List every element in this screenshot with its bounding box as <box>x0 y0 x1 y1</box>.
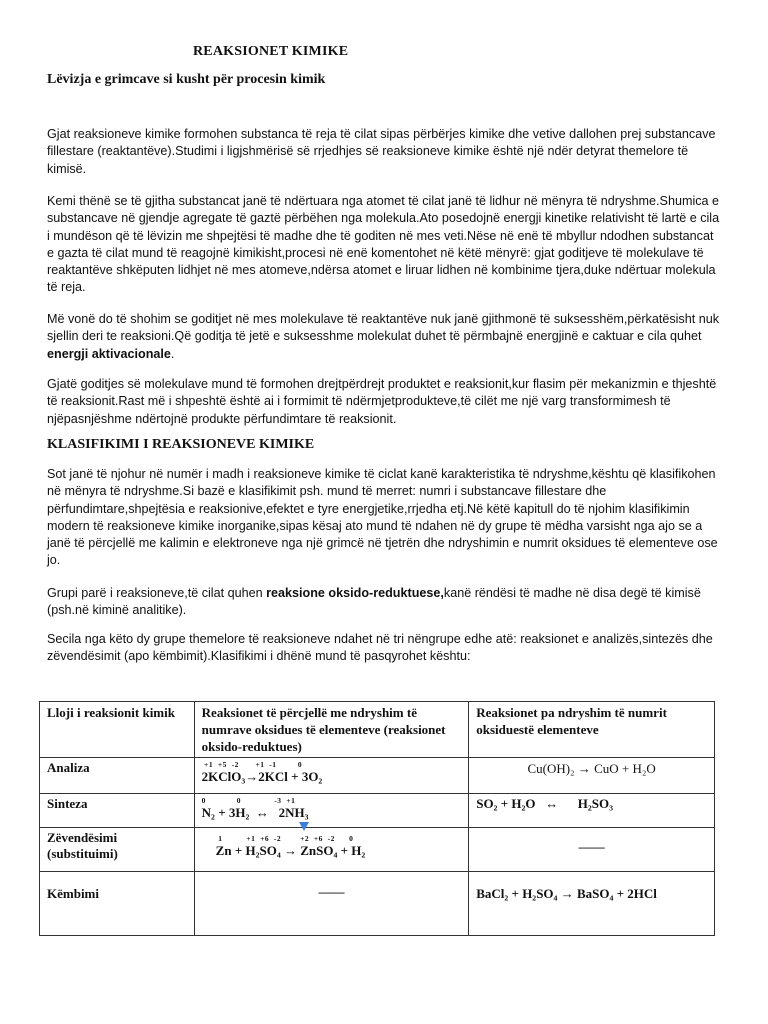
paragraph-classification: Sot janë të njohur në numër i madh i reaksioneve kimike të ciclat kanë karakteristika të ndryshme,kështu që klasifikohen në mënyra të ndryshme.Si bazë e klasifikimit psh. mund të merret: numri i substancave fillestare dhe përfundimtare,shpejtësia e reaksionive,efektet e tyre energjetike,rrjedha etj.Në këtë kapitull do të njohim klasifikimin modern të reaksioneve kimike inorganike,sipas kësaj ato mund të ndahen në dy grupe të mëdha varsisht nga ajo se a janë të përcjellë me kalimin e elektroneve nga një grimcë në tjetrën dhe ndryshimin e numrit oksidues të elementeve ose jo. <box>47 467 718 568</box>
table-row <box>40 758 715 794</box>
table-header-row <box>40 702 715 758</box>
document-title: REAKSIONET KIMIKE <box>193 44 349 59</box>
activation-energy-term: energji aktivacionale <box>47 346 171 361</box>
header-reaction-type: Lloji i reaksionit kimik <box>40 702 195 758</box>
text-cursor-marker-icon <box>299 822 309 831</box>
cell-nonredox-analysis <box>469 758 715 794</box>
paragraph-subgroups: Secila nga këto dy grupe themelore të reaksioneve ndahet në tri nëngrupe edhe atë: reaksionet e analizës,sintezës dhe zëvendësimit (apo këmbimit).Klasifikimi i dhënë mund të pasqyrohet kështu: <box>47 632 713 664</box>
empty-dash: —— <box>578 839 605 854</box>
row-label-substitution: Zëvendësimi (substituimi) <box>40 828 195 872</box>
row-label-synthesis: Sinteza <box>40 794 195 828</box>
paragraph-redox-start: Grupi parë i reaksioneve,të cilat quhen <box>47 586 267 600</box>
paragraph-activation <box>47 311 723 363</box>
cell-redox-analysis <box>194 758 469 794</box>
cell-nonredox-substitution <box>469 828 715 872</box>
table-row <box>40 872 715 936</box>
paragraph-intro: Gjat reaksioneve kimike formohen substanca të reja të cilat sipas përbërjes kimike dhe vetive dallohen prej substancave fillestare (reaktantëve).Studimi i ligjshmërisë së rrjedhjes së reaksioneve kimike është një ndër detyrat themelore të kimisë. <box>47 127 716 176</box>
header-redox: Reaksionet të përcjellë me ndryshim të numrave oksidues të elementeve (reaksionet oksido-reduktues) <box>194 702 469 758</box>
oxidation-numbers: 0 0 -3 +1 <box>201 796 296 805</box>
row-label-exchange <box>40 872 195 936</box>
paragraph-activation-end: . <box>170 346 175 361</box>
table-row <box>40 794 715 828</box>
row-label-exchange-text: Këmbimi <box>47 886 99 901</box>
equation: 2KClO₃→2KCl + 3O₂ <box>201 769 323 784</box>
cell-nonredox-synthesis <box>469 794 715 828</box>
header-nonredox: Reaksionet pa ndryshim të numrit oksiduestë elementeve <box>469 702 715 758</box>
table-row <box>40 828 715 872</box>
row-label-analysis: Analiza <box>40 758 195 794</box>
cell-nonredox-exchange <box>469 872 715 936</box>
empty-dash: —— <box>318 884 345 899</box>
cell-redox-synthesis <box>194 794 469 828</box>
paragraph-molecules: Kemi thënë se të gjitha substancat janë të ndërtuara nga atomet të cilat janë të lidhur në mënyra të ndryshme.Shumica e substancave në gjendje agregate të gaztë përbëhen nga molekula.Ato posedojnë energji kinetike relativisht të lartë e cila i mundëson që të lëvizin me shpejtësi të madhe dhe të goditen në mes veti.Nëse në enë të mbyllur ndodhen substancat e gazta të cilat mund të reagojnë kimikisht,procesi në enë komentohet në këtë mënyrë: gjat goditjeve të molekulave të reaktantëve shkëputen lidhjet në mes atomeve,ndërsa atomet e liruar lidhen në kombinime tjera,duke ndërtuar molekula të reja. <box>47 194 720 295</box>
cell-redox-exchange <box>194 872 469 936</box>
reaction-classification-table <box>39 701 715 936</box>
section-heading-classification: KLASIFIKIMI I REAKSIONEVE KIMIKE <box>47 437 315 452</box>
equation: SO₂ + H₂O ↔ H₂SO₃ <box>476 796 613 811</box>
equation: N₂ + 3H₂ ↔ 2NH₃ <box>201 805 309 820</box>
redox-term: reaksione oksido-reduktuese, <box>266 586 444 600</box>
oxidation-numbers: +1 +5 -2 +1 -1 0 <box>201 760 303 769</box>
cell-redox-substitution <box>194 828 469 872</box>
oxidation-numbers: 1 +1 +6 -2 +2 +6 -2 0 <box>201 834 354 843</box>
equation: Zn + H₂SO₄ → ZnSO₄ + H₂ <box>215 843 366 858</box>
paragraph-redox <box>47 585 723 620</box>
equation: Cu(OH)₂ → CuO + H₂O <box>527 761 656 776</box>
paragraph-activation-text: Më vonë do të shohim se goditjet në mes molekulave të reaktantëve nuk janë gjithmonë të suksesshëm,përkatësisht nuk sjellin deri te reaksioni.Që goditja të jetë e suksesshme molekulat duhet të përmbajnë energjinë e caktuar e cila quhet <box>47 312 720 344</box>
paragraph-mechanism: Gjatë goditjes së molekulave mund të formohen drejtpërdrejt produktet e reaksionit,kur flasim për mekanizmin e thjeshtë të reaksionit.Rast më i shpeshtë është ai i formimit të ndërmjetprodukteve,të cilët me një varg transformimesh të njëpasnjëshme ndërtojnë produkte përfundimtare të reaksionit. <box>47 377 717 426</box>
equation: BaCl₂ + H₂SO₄ → BaSO₄ + 2HCl <box>476 886 657 901</box>
document-subtitle: Lëvizja e grimcave si kusht për procesin kimik <box>47 72 326 87</box>
paragraph-redox-end: kanë rëndësi të madhe në disa degë të kimisë (psh.në kiminë analitike). <box>47 586 701 618</box>
